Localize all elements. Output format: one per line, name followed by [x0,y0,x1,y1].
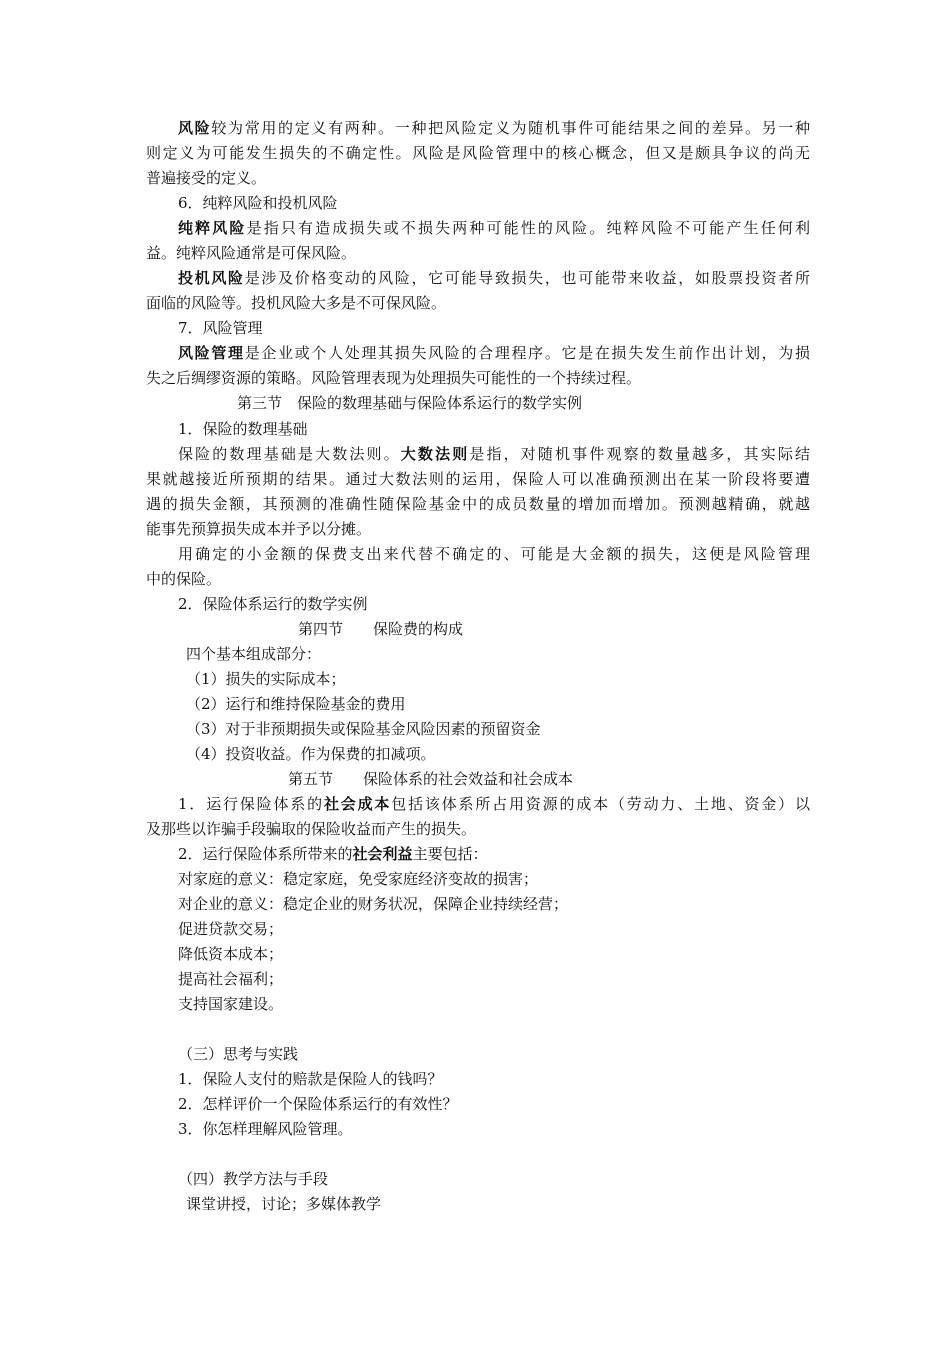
question-1: 1．保险人支付的赔款是保险人的钱吗？ [178,1070,443,1088]
paragraph-insurance-substitution-line1: 用确定的小金额的保费支出来代替不确定的、可能是大金额的损失，这便是风险管理 [178,545,810,563]
heading-teaching-methods: （四）教学方法与手段 [178,1170,329,1188]
paragraph-risk-line1: 风险较为常用的定义有两种。一种把风险定义为随机事件可能结果之间的差异。另一种 [178,119,810,137]
question-2: 2．怎样评价一个保险体系运行的有效性？ [178,1095,458,1113]
paragraph-speculative-risk-line1: 投机风险是涉及价格变动的风险，它可能导致损失，也可能带来收益，如股票投资者所 [178,269,810,287]
premium-component-4: （4）投资收益。作为保费的扣减项。 [186,745,436,763]
heading-math-basis: 1．保险的数理基础 [178,420,308,438]
benefit-loans: 促进贷款交易； [178,920,284,938]
paragraph-risk-management-line1: 风险管理是企业或个人处理其损失风险的合理程序。它是在损失发生前作出计划，为损 [178,344,810,362]
benefit-social-welfare: 提高社会福利； [178,970,284,988]
premium-component-3: （3）对于非预期损失或保险基金风险因素的预留资金 [186,720,541,738]
term-law-of-large-numbers: 大数法则 [400,445,470,463]
section-4-title: 第四节 保险费的构成 [298,620,464,638]
paragraph-pure-risk-line2: 益。纯粹风险通常是可保风险。 [146,244,357,262]
section-5-title: 第五节 保险体系的社会效益和社会成本 [288,770,574,788]
term-risk: 风险 [178,119,212,137]
term-social-cost: 社会成本 [323,795,392,813]
premium-component-2: （2）运行和维持保险基金的费用 [186,695,406,713]
heading-risk-management: 7．风险管理 [178,319,263,337]
term-pure-risk: 纯粹风险 [178,219,247,237]
term-social-benefit: 社会利益 [352,845,413,863]
paragraph-insurance-substitution-line2: 中的保险。 [146,570,222,588]
paragraph-risk-management-line2: 失之后绸缪资源的策略。风险管理表现为处理损失可能性的一个持续过程。 [146,369,642,387]
paragraph-law-of-large-numbers-line4: 能事先预算损失成本并予以分摊。 [146,520,372,538]
heading-pure-speculative-risk: 6．纯粹风险和投机风险 [178,194,338,212]
benefit-national-construction: 支持国家建设。 [178,995,284,1013]
paragraph-law-of-large-numbers-line2: 果就越接近所预期的结果。通过大数法则的运用，保险人可以准确预测出在某一阶段将要遭 [146,470,810,488]
paragraph-speculative-risk-line2: 面临的风险等。投机风险大多是不可保风险。 [146,294,447,312]
paragraph-social-cost-line2: 及那些以诈骗手段骗取的保险收益而产生的损失。 [146,820,477,838]
heading-think-and-practice: （三）思考与实践 [178,1045,299,1063]
teaching-methods-text: 课堂讲授，讨论；多媒体教学 [186,1195,382,1213]
premium-components-intro: 四个基本组成部分： [186,645,322,663]
heading-math-example: 2．保险体系运行的数学实例 [178,595,368,613]
paragraph-risk-line3: 普遍接受的定义。 [146,169,267,187]
benefit-family: 对家庭的意义：稳定家庭，免受家庭经济变故的损害； [178,870,539,888]
benefit-capital-cost: 降低资本成本； [178,945,284,963]
question-3: 3．你怎样理解风险管理。 [178,1120,353,1138]
section-3-title: 第三节 保险的数理基础与保险体系运行的数学实例 [237,394,583,412]
paragraph-law-of-large-numbers-line3: 遇的损失金额，其预测的准确性随保险基金中的成员数量的增加而增加。预测越精确，就越 [146,495,810,513]
benefit-enterprise: 对企业的意义：稳定企业的财务状况，保障企业持续经营； [178,895,569,913]
paragraph-social-benefit: 2．运行保险体系所带来的社会利益主要包括： [178,845,488,863]
paragraph-social-cost-line1: 1．运行保险体系的社会成本包括该体系所占用资源的成本（劳动力、土地、资金）以 [178,795,810,813]
paragraph-pure-risk-line1: 纯粹风险是指只有造成损失或不损失两种可能性的风险。纯粹风险不可能产生任何利 [178,219,810,237]
paragraph-law-of-large-numbers-line1: 保险的数理基础是大数法则。大数法则是指，对随机事件观察的数量越多，其实际结 [178,445,810,463]
paragraph-risk-line2: 则定义为可能发生损失的不确定性。风险是风险管理中的核心概念，但又是颇具争议的尚无 [146,144,810,162]
term-risk-management: 风险管理 [178,344,245,362]
term-speculative-risk: 投机风险 [178,269,245,287]
premium-component-1: （1）损失的实际成本； [186,670,346,688]
